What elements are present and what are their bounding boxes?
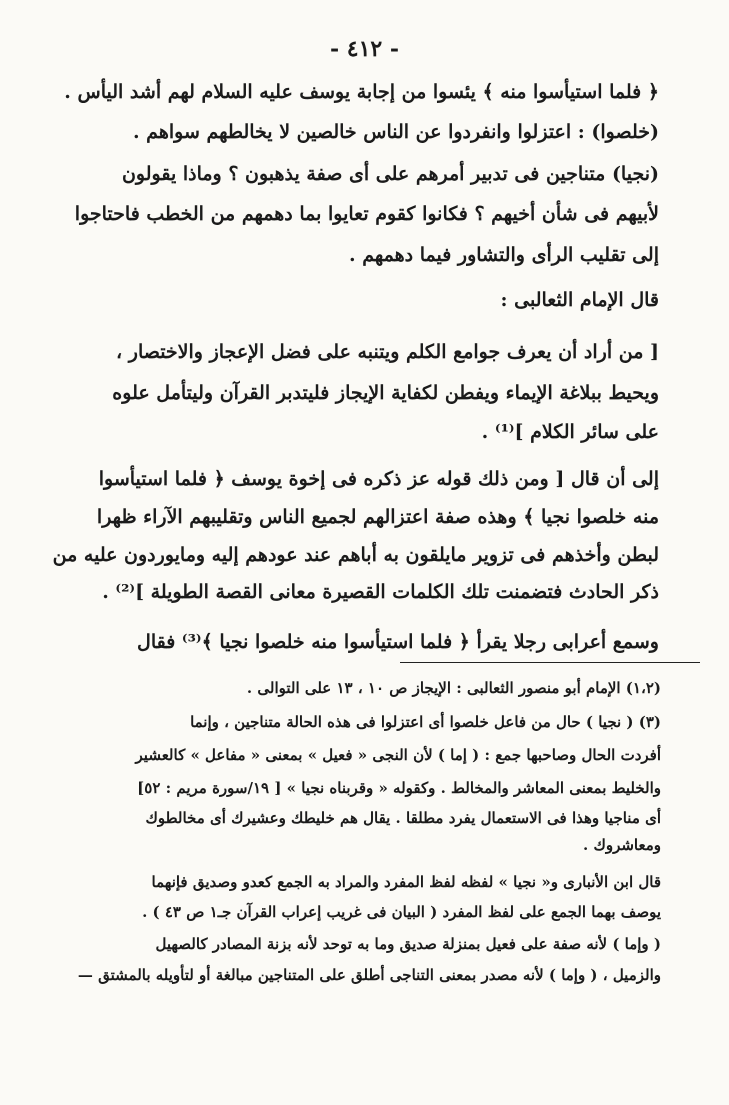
section-heading: قال الإمام الثعالبى : bbox=[500, 289, 659, 311]
main-text-line: منه خلصوا نجيا ﴾ وهذه صفة اعتزالهم لجميع الناس وتقليبهم الآراء ظهرا bbox=[96, 506, 659, 528]
footnote-line: والخليط بمعنى المعاشر والمخالط . وكقوله « وقربناه نجيا » [ ١٩/سورة مريم : ٥٢] bbox=[137, 779, 661, 797]
page-number: - ٤١٢ - bbox=[329, 36, 400, 62]
main-text-line: إلى تقليب الرأى والتشاور فيما دهمهم . bbox=[348, 244, 659, 266]
main-text-line: ذكر الحادث فتضمنت تلك الكلمات القصيرة معانى القصة الطويلة ]⁽²⁾ . bbox=[102, 581, 659, 603]
main-text-line: (خلصوا) : اعتزلوا وانفردوا عن الناس خالصين لا يخالطهم سواهم . bbox=[132, 121, 659, 143]
footnote-line: قال ابن الأنبارى و« نجيا » لفظه لفظ المفرد والمراد به الجمع كعدو وصديق فإنهما bbox=[151, 873, 661, 891]
main-text-line: لأبيهم فى شأن أخيهم ؟ فكانوا كقوم تعايوا بما دهمهم من الخطب فاحتاجوا bbox=[74, 203, 659, 225]
main-text-line: لبطن وأخذهم فى تزوير مايلقون به أباهم عند عودهم إليه ومايوردون عليه من bbox=[52, 544, 659, 566]
footnote-line: يوصف بهما الجمع على لفظ المفرد ( البيان فى غريب إعراب القرآن جـ١ ص ٤٣ ) . bbox=[142, 903, 661, 921]
footnote-line: (٣) ( نجيا ) حال من فاعل خلصوا أى اعتزلوا فى هذه الحالة متناجين ، وإنما bbox=[190, 713, 661, 731]
main-text-line: إلى أن قال [ ومن ذلك قوله عز ذكره فى إخوة يوسف ﴿ فلما استيأسوا bbox=[98, 468, 659, 490]
main-text-line: ﴿ فلما استيأسوا منه ﴾ يئسوا من إجابة يوسف عليه السلام لهم أشد اليأس . bbox=[64, 81, 659, 103]
footnote-line: والزميل ، ( وإما ) لأنه مصدر بمعنى التناجى أطلق على المتناجين مبالغة أو لتأويله بالمشتق — bbox=[77, 966, 661, 984]
footnote-line: أى مناجيا وهذا فى الاستعمال يفرد مطلقا . يقال هم خليطك وعشيرك أى مخالطوك bbox=[145, 809, 661, 827]
main-text-line: (نجيا) متناجين فى تدبير أمرهم على أى صفة يذهبون ؟ وماذا يقولون bbox=[121, 163, 659, 185]
main-text-line: ويحيط ببلاغة الإيماء ويفطن لكفاية الإيجاز فليتدبر القرآن وليتأمل علوه bbox=[112, 382, 659, 404]
main-text-line: على سائر الكلام ]⁽¹⁾ . bbox=[481, 421, 659, 443]
footnote-separator bbox=[400, 662, 700, 663]
footnote-line: ( وإما ) لأنه صفة على فعيل بمنزلة صديق وما به توحد لأنه بزنة المصادر كالصهيل bbox=[155, 935, 661, 953]
main-text-line: وسمع أعرابى رجلا يقرأ ﴿ فلما استيأسوا منه خلصوا نجيا ﴾⁽³⁾ فقال bbox=[137, 631, 659, 653]
main-text-line: [ من أراد أن يعرف جوامع الكلم ويتنبه على فضل الإعجاز والاختصار ، bbox=[116, 341, 659, 363]
footnote-line: أفردت الحال وصاحبها جمع : ( إما ) لأن النجى « فعيل » بمعنى « مفاعل » كالعشير bbox=[135, 746, 661, 764]
footnote-line: (١،٢) الإمام أبو منصور الثعالبى : الإيجاز ص ١٠ ، ١٣ على التوالى . bbox=[246, 679, 661, 697]
footnote-line: ومعاشروك . bbox=[583, 836, 661, 854]
